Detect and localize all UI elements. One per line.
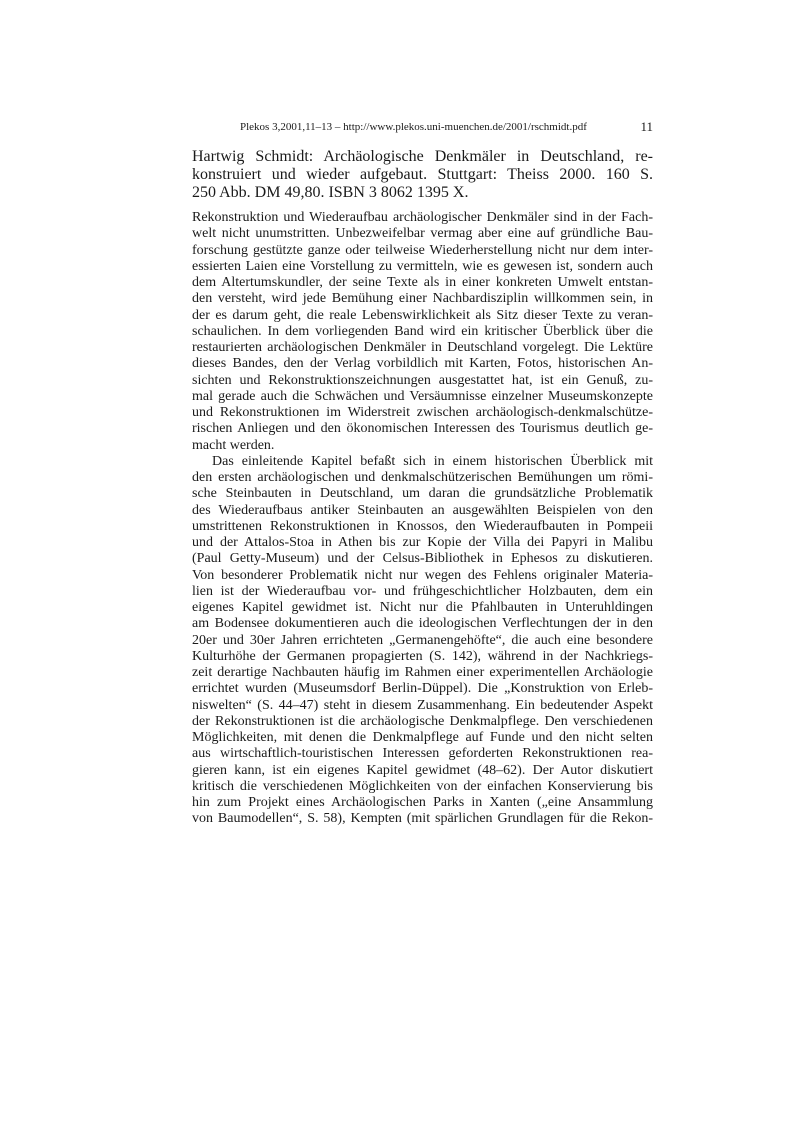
text-line: umstrittenen Rekonstruktionen in Knossos, den Wiederaufbauten in Pompeii xyxy=(192,518,653,534)
text-line: mal gerade auch die Schwächen und Versäumnisse einzelner Museumskonzepte xyxy=(192,388,653,404)
text-line: und der Attalos-Stoa in Athen bis zur Kopie der Villa dei Papyri in Malibu xyxy=(192,535,653,550)
text-line: der Rekonstruktionen ist die archäologische Denkmalpflege. Den verschiedenen xyxy=(192,713,653,729)
text-line: kritisch die verschiedenen Möglichkeiten von der einfachen Konservierung bis xyxy=(192,778,653,794)
text-line: rischen Anliegen und den ökonomischen Interessen des Tourismus deutlich ge- xyxy=(192,421,653,437)
text-line: welt nicht unumstritten. Unbezweifelbar vermag aber eine auf gründliche Bau- xyxy=(192,226,653,242)
text-line: aus wirtschaftlich-touristischen Interessen geforderten Rekonstruktionen rea- xyxy=(192,746,653,762)
text-line: essierten Laien eine Vorstellung zu vermitteln, wie es gewesen ist, sondern auch xyxy=(192,258,653,274)
text-line: Möglichkeiten, mit denen die Denkmalpflege auf Funde und den nicht selten xyxy=(192,730,653,745)
text-line: Das einleitende Kapitel befaßt sich in einem historischen Überblick mit xyxy=(212,453,653,469)
text-line: forschung gestützte ganze oder teilweise Wiederherstellung nicht nur dem inter- xyxy=(192,242,653,258)
text-line: und Rekonstruktionen im Widerstreit zwischen archäologisch-denkmalschütze- xyxy=(192,405,653,420)
text-line: (Paul Getty-Museum) und der Celsus-Bibliothek in Ephesos zu diskutieren. xyxy=(192,551,653,567)
text-line: errichtet wurden (Museumsdorf Berlin-Düppel). Die „Konstruktion von Erleb- xyxy=(192,681,653,697)
text-line: von Baumodellen“, S. 58), Kempten (mit spärlichen Grundlagen für die Rekon- xyxy=(192,811,653,827)
text-line: schaulichen. In dem vorliegenden Band wird ein kritischer Überblick über die xyxy=(192,323,653,339)
running-head xyxy=(192,120,653,136)
review-body xyxy=(192,210,653,828)
text-line: eigenes Kapitel gewidmet ist. Nicht nur die Pfahlbauten in Unteruhldingen xyxy=(192,600,653,615)
title-line: 250 Abb. DM 49,80. ISBN 3 8062 1395 X. xyxy=(192,184,469,201)
text-line: zeit derartige Nachbauten häufig im Rahmen einer experimentellen Archäologie xyxy=(192,665,653,680)
text-line: Von besonderer Problematik nicht nur wegen des Fehlens originaler Materia- xyxy=(192,567,653,583)
text-line: restaurierten archäologischen Denkmäler in Deutschland vorgelegt. Die Lektüre xyxy=(192,340,653,355)
paragraph xyxy=(192,210,653,454)
text-line: hin zum Projekt eines Archäologischen Parks in Xanten („eine Ansammlung xyxy=(192,795,653,810)
text-line: des Wiederaufbaus antiker Steinbauten an ausgewählten Beispielen von den xyxy=(192,502,653,518)
text-line: sche Steinbauten in Deutschland, um daran die grundsätzliche Problematik xyxy=(192,486,653,502)
review-title xyxy=(192,148,653,202)
text-line: Kulturhöhe der Germanen propagierten (S. 142), während in der Nachkriegs- xyxy=(192,648,653,664)
title-line: konstruiert und wieder aufgebaut. Stuttgart: Theiss 2000. 160 S. xyxy=(192,166,653,183)
title-line: Hartwig Schmidt: Archäologische Denkmäler in Deutschland, re- xyxy=(192,148,653,165)
running-head-source: Plekos 3,2001,11–13 – http://www.plekos.uni-muenchen.de/2001/rschmidt.pdf xyxy=(240,121,587,133)
text-line: dem Altertumskundler, der seine Texte als in einer konkreten Umwelt entstan- xyxy=(192,275,653,290)
text-line: der es darum geht, die reale Lebenswirklichkeit als Sitz dieser Texte zu veran- xyxy=(192,307,653,323)
text-line: sichten und Rekonstruktionszeichnungen ausgestattet hat, ist ein Genuß, zu- xyxy=(192,372,653,388)
text-line: am Bodensee dokumentieren auch die ideologischen Verflechtungen der in den xyxy=(192,616,653,632)
text-line: den ersten archäologischen und denkmalschützerischen Bemühungen um römi- xyxy=(192,470,653,485)
text-line: gieren kann, ist ein eigenes Kapitel gewidmet (48–62). Der Autor diskutiert xyxy=(192,762,653,778)
text-line: niswelten“ (S. 44–47) steht in diesem Zusammenhang. Ein bedeutender Aspekt xyxy=(192,697,653,713)
text-line: 20er und 30er Jahren errichteten „Germanengehöfte“, die auch eine besondere xyxy=(192,632,653,648)
text-line: den versteht, wird jede Bemühung einer Nachbardisziplin willkommen sein, in xyxy=(192,291,653,307)
text-line: dieses Bandes, den der Verlag vorbildlich mit Karten, Fotos, historischen An- xyxy=(192,356,653,372)
text-line: Rekonstruktion und Wiederaufbau archäologischer Denkmäler sind in der Fach- xyxy=(192,210,653,225)
paragraph xyxy=(192,454,653,828)
page-number: 11 xyxy=(640,119,653,134)
text-line: lien ist der Wiederaufbau vor- und frühgeschichtlicher Holzbauten, dem ein xyxy=(192,583,653,599)
text-line: macht werden. xyxy=(192,437,275,453)
